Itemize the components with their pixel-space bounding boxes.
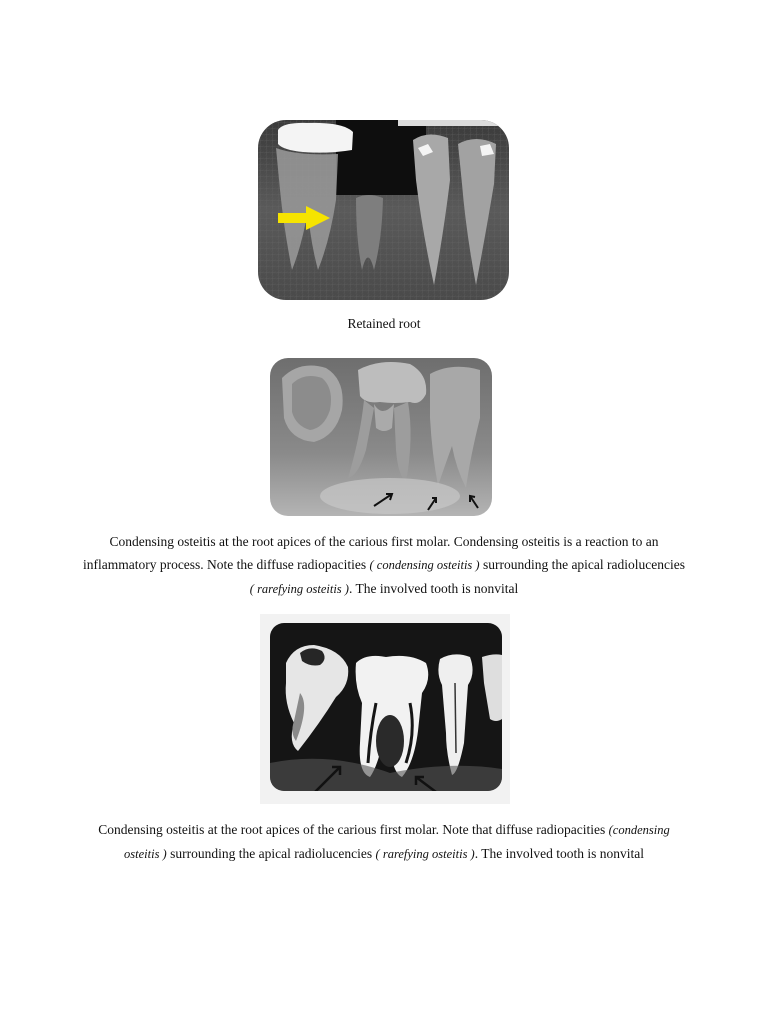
radiograph-retained-root — [258, 120, 509, 300]
radiograph-retained-root-image — [258, 120, 509, 300]
italic-term: ( rarefying osteitis ) — [375, 847, 475, 861]
radiograph-condensing-osteitis-2 — [270, 623, 502, 791]
figure-1-caption — [80, 312, 688, 335]
radiograph-condensing-osteitis-1 — [270, 358, 492, 516]
figure-3-caption: Condensing osteitis at the root apices of the carious first molar. Note that diffuse radiopacities (condensing osteitis ) surrounding the apical radiolucencies ( rarefying osteitis ). The involved tooth is nonvital — [98, 822, 670, 861]
figure-1-caption-text: Retained root — [347, 316, 421, 331]
italic-term: ( rarefying osteitis ) — [249, 582, 349, 596]
radiograph-condensing-osteitis-1-image — [270, 358, 492, 516]
italic-term: (condensing osteitis ) — [124, 823, 670, 861]
radiograph-condensing-osteitis-2-image — [270, 623, 502, 791]
figure-2-caption: Condensing osteitis at the root apices of the carious first molar. Condensing osteitis is a reaction to an inflammatory process. Note the diffuse radiopacities ( condensing osteitis ) surrounding the apical radiolucencies ( rarefying osteitis ). The involved tooth is nonvital — [82, 534, 686, 596]
italic-term: ( condensing osteitis ) — [369, 558, 480, 572]
